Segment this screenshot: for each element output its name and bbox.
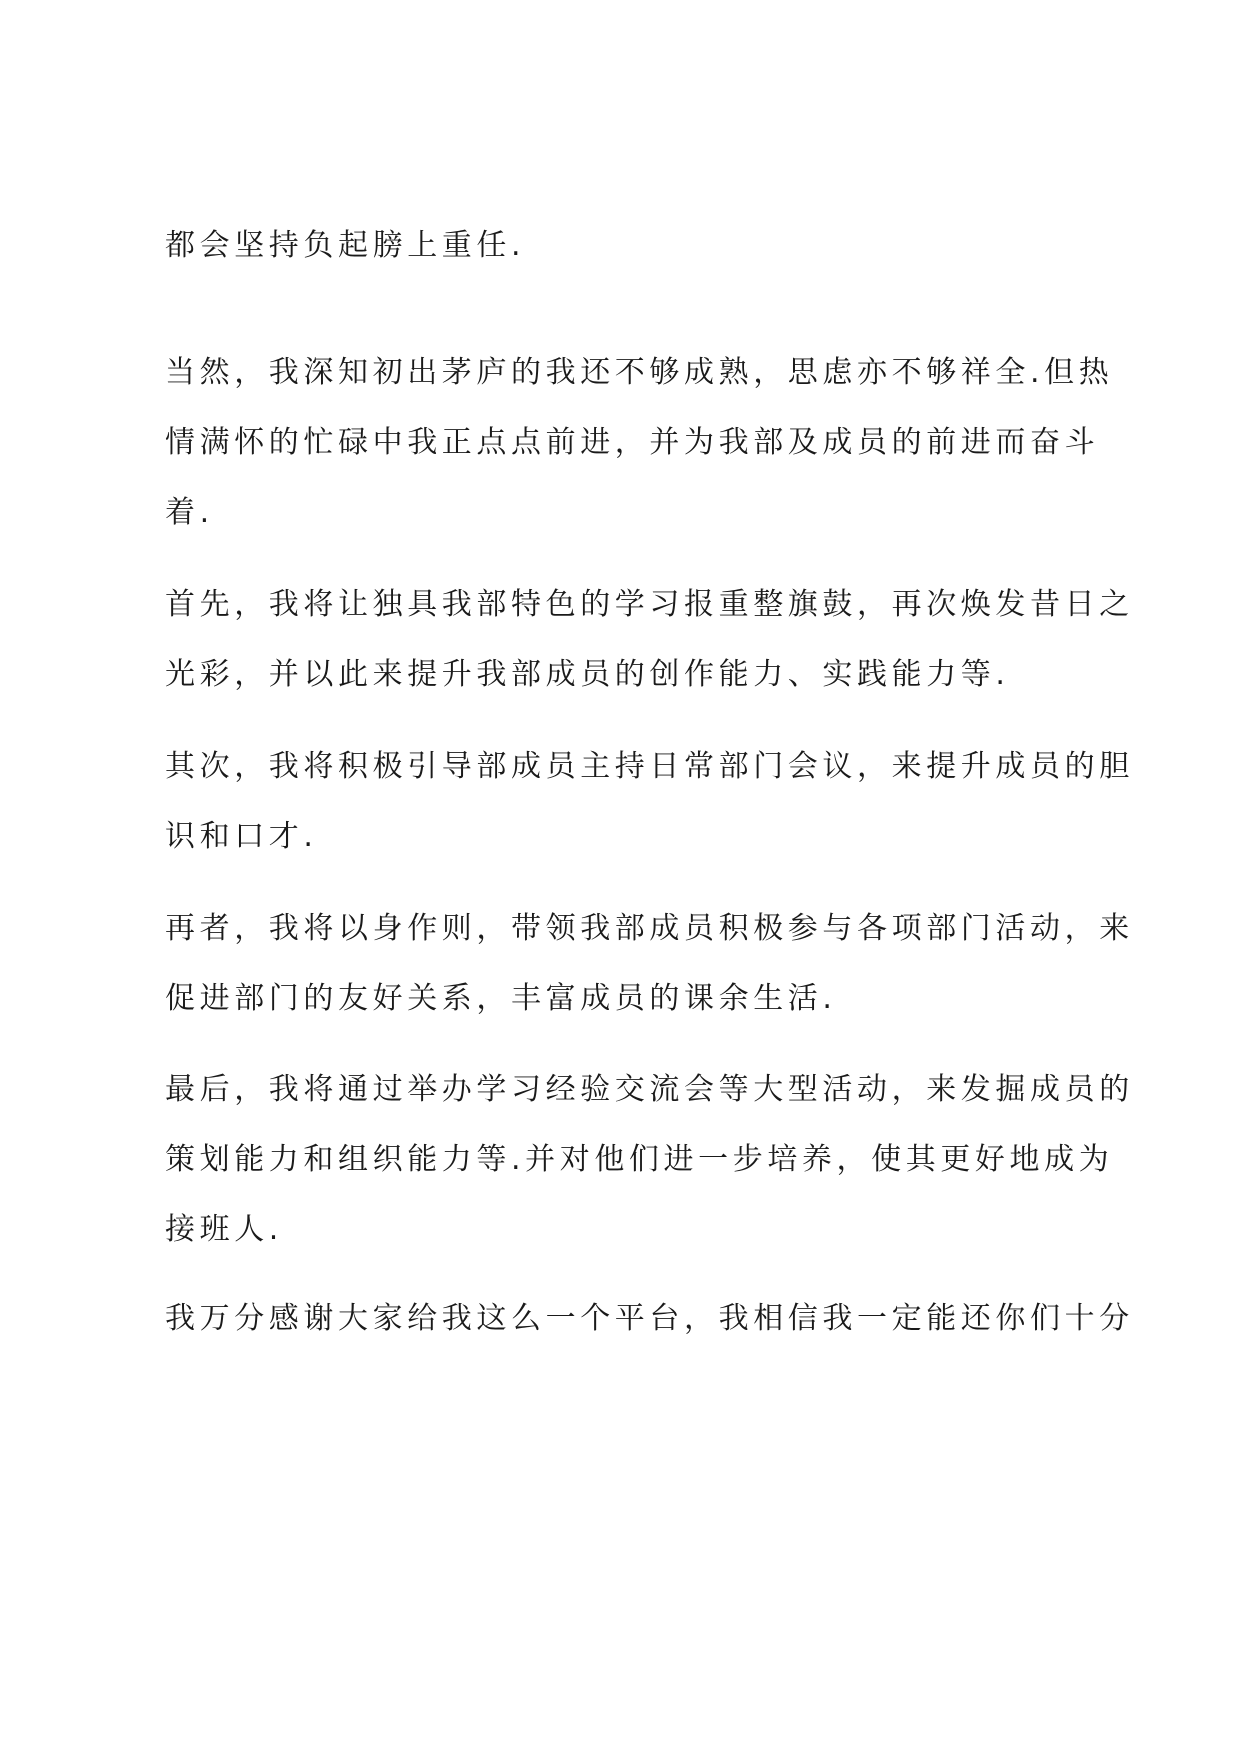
paragraph-line: 都会坚持负起膀上重任. xyxy=(165,228,526,263)
paragraph-4 xyxy=(165,732,1134,872)
paragraph-line: 再者，我将以身作则，带领我部成员积极参与各项部门活动，来 xyxy=(165,911,1134,946)
paragraph-7 xyxy=(165,1284,1134,1354)
paragraph-line: 光彩，并以此来提升我部成员的创作能力、实践能力等. xyxy=(165,657,1010,692)
paragraph-line: 识和口才. xyxy=(165,819,318,854)
paragraph-line: 首先，我将让独具我部特色的学习报重整旗鼓，再次焕发昔日之 xyxy=(165,587,1134,622)
paragraph-1 xyxy=(165,211,1095,281)
paragraph-line: 最后，我将通过举办学习经验交流会等大型活动，来发掘成员的 xyxy=(165,1072,1134,1107)
paragraph-line: 着. xyxy=(165,495,214,530)
paragraph-line: 接班人. xyxy=(165,1212,283,1247)
paragraph-line: 促进部门的友好关系，丰富成员的课余生活. xyxy=(165,981,837,1016)
paragraph-line: 其次，我将积极引导部成员主持日常部门会议，来提升成员的胆 xyxy=(165,749,1134,784)
paragraph-6 xyxy=(165,1055,1134,1265)
paragraph-line: 情满怀的忙碌中我正点点前进，并为我部及成员的前进而奋斗 xyxy=(165,425,1100,460)
paragraph-line: 我万分感谢大家给我这么一个平台，我相信我一定能还你们十分 xyxy=(165,1301,1134,1336)
paragraph-2 xyxy=(165,338,1114,548)
paragraph-5 xyxy=(165,894,1134,1034)
paragraph-line: 策划能力和组织能力等.并对他们进一步培养，使其更好地成为 xyxy=(165,1142,1114,1177)
paragraph-3 xyxy=(165,570,1134,710)
paragraph-line: 当然，我深知初出茅庐的我还不够成熟，思虑亦不够祥全.但热 xyxy=(165,355,1114,390)
